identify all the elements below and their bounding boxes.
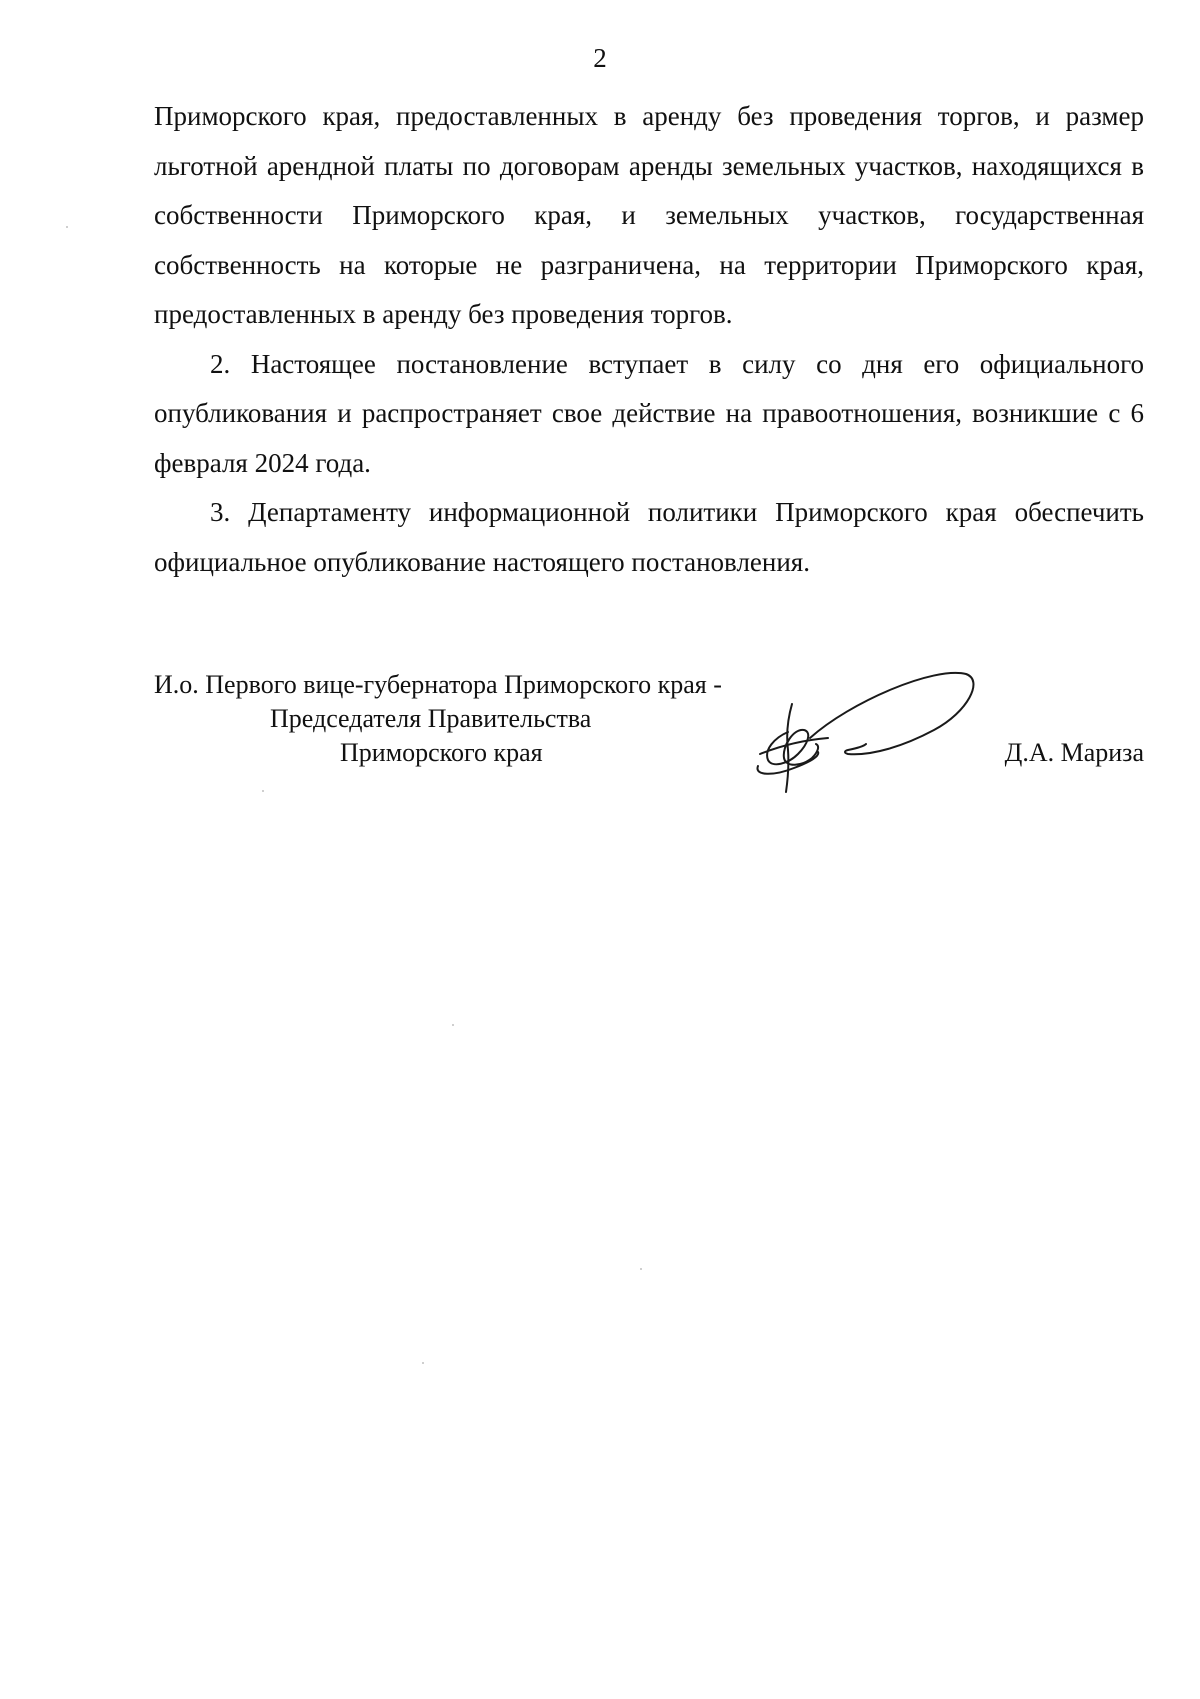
scan-speck bbox=[66, 226, 68, 228]
signature-block bbox=[154, 668, 1144, 788]
signature-stroke-vertical bbox=[786, 704, 792, 792]
handwritten-signature bbox=[754, 668, 988, 796]
signatory-position-line-1: И.о. Первого вице-губернатора Приморского края - bbox=[154, 670, 722, 699]
paragraph-3: 3. Департаменту информационной политики Приморского края обеспечить официальное опубликование настоящего постановления. bbox=[154, 497, 1144, 577]
signatory-position-line-2: Председателя Правительства bbox=[270, 704, 592, 733]
signature-stroke-flourish bbox=[810, 673, 973, 754]
scan-speck bbox=[640, 1268, 642, 1270]
signatory-name: Д.А. Мариза bbox=[1004, 738, 1144, 767]
scan-speck bbox=[262, 790, 264, 792]
document-body bbox=[154, 92, 1144, 587]
paragraph-2: 2. Настоящее постановление вступает в силу со дня его официального опубликования и распространяет свое действие на правоотношения, возникшие с 6 февраля 2024 года. bbox=[154, 348, 1144, 478]
scan-speck bbox=[452, 1024, 454, 1026]
page-number: 2 bbox=[593, 43, 607, 73]
signatory-position-line-3: Приморского края bbox=[340, 738, 543, 767]
scan-speck bbox=[422, 1362, 424, 1364]
paragraph-1-continuation: Приморского края, предоставленных в аренду без проведения торгов, и размер льготной арендной платы по договорам аренды земельных участков, находящихся в собственности Приморского края, и земельных участков, государственная собственность на которые не разграничена, на территории Приморского края, предоставленных в аренду без проведения торгов. bbox=[154, 101, 1144, 329]
